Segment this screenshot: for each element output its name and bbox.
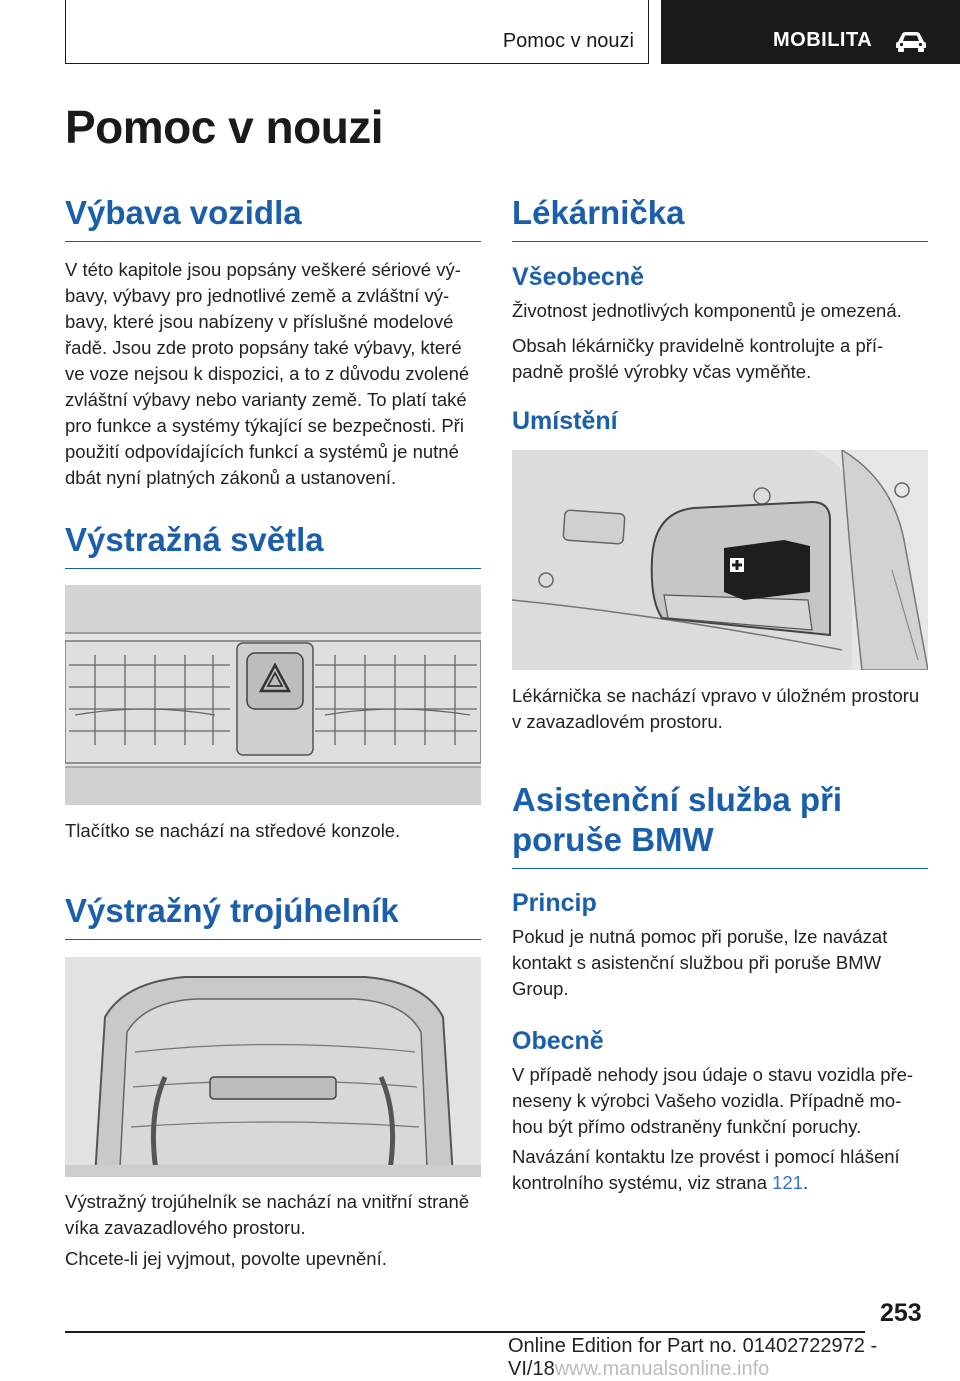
header-chapter-tab [661,0,960,64]
text-line: kontakt s asistenční službou při poruše BMW [512,952,882,973]
hazard-button-image [65,585,481,805]
text-line: zvláštní výbavy nebo varianty země. To platí také [65,389,467,410]
header-section-box [65,0,649,64]
subheading-umisteni: Umístění [512,407,618,435]
heading-asistencni-sluzba [512,780,928,869]
heading-lekarnicka: Lékárnička [512,193,928,242]
watermark-site: www.manualsonline.info [554,1358,770,1380]
header-section-title: Pomoc v nouzi [502,30,634,52]
page-title: Pomoc v nouzi [65,101,384,153]
text-line: Lékárnička se nachází vpravo v úložném prostoru [512,685,920,706]
edition-text: Online Edition for Part no. 01402722972 - VI/18 [508,1335,878,1380]
text-line: řadě. Jsou zde proto popsány také výbavy, které [65,337,462,358]
text-line: V této kapitole jsou popsány veškeré sériové vý‐ [65,259,461,280]
text-line: pro funkce a systémy týkající se bezpečnosti. Při [65,415,464,436]
trunk-lid-triangle-image [65,957,481,1177]
text-line: neseny k výrobci Vašeho vozidla. Případně mo‐ [512,1090,902,1111]
heading-line: poruše BMW [512,821,714,858]
car-icon [894,29,928,53]
text-line: použití odpovídajících funkcí a systémů je nutné [65,441,459,462]
lekarnicka-paragraph-1: Životnost jednotlivých komponentů je omezená. [512,300,902,321]
text-line: víka zavazadlového prostoru. [65,1217,306,1238]
text-line: padně prošlé výrobky včas vyměňte. [512,361,812,382]
text-line: Výstražný trojúhelník se nachází na vnitřní straně [65,1191,470,1212]
heading-vystrazna-svetla: Výstražná světla [65,520,481,569]
text-line: ve voze nejsou k dispozici, a to z důvodu zvolené [65,363,470,384]
hazard-caption: Tlačítko se nachází na středové konzole. [65,820,401,841]
lekarnicka-paragraph-2 [512,333,932,385]
text-line: v zavazadlovém prostoru. [512,711,723,732]
princip-paragraph [512,924,932,1002]
subheading-vseobecne: Všeobecně [512,263,645,291]
page-number: 253 [880,1299,922,1327]
text-line: Navázání kontaktu lze provést i pomocí hlášení [512,1146,900,1167]
header-chapter-label: MOBILITA [773,29,873,51]
heading-vystrazny-trojuhelnik: Výstražný trojúhelník [65,891,481,940]
subheading-princip: Princip [512,889,597,917]
text-line: V případě nehody jsou údaje o stavu vozidla pře‐ [512,1064,914,1085]
text-line: hou být přímo odstraněny funkční poruchy. [512,1116,862,1137]
obecne-paragraph [512,1062,932,1140]
text-fragment: kontrolního systému, viz strana [512,1172,773,1193]
first-aid-caption [512,683,932,735]
first-aid-kit-image [512,450,928,670]
text-line: dbát nyní platných zákonů a ustanovení. [65,467,397,488]
subheading-obecne: Obecně [512,1027,604,1055]
vybava-paragraph [65,257,485,491]
footer-edition [508,1335,960,1381]
kontakt-paragraph [512,1144,932,1196]
text-fragment: . [803,1172,809,1193]
text-line: bavy, které jsou nabízeny v příslušné modelové [65,311,454,332]
triangle-caption [65,1189,485,1241]
text-line: bavy, výbavy pro jednotlivé země a zvláštní vý‐ [65,285,450,306]
page-reference-link[interactable]: 121 [772,1172,804,1193]
heading-vybava-vozidla: Výbava vozidla [65,193,481,242]
text-line: Group. [512,978,569,999]
triangle-note: Chcete-li jej vyjmout, povolte upevnění. [65,1248,387,1269]
text-line: Obsah lékárničky pravidelně kontrolujte a pří‐ [512,335,884,356]
text-line: Pokud je nutná pomoc při poruše, lze navázat [512,926,888,947]
heading-line: Asistenční služba při [512,781,843,818]
footer-divider [65,1331,865,1333]
text-line [512,1170,932,1196]
